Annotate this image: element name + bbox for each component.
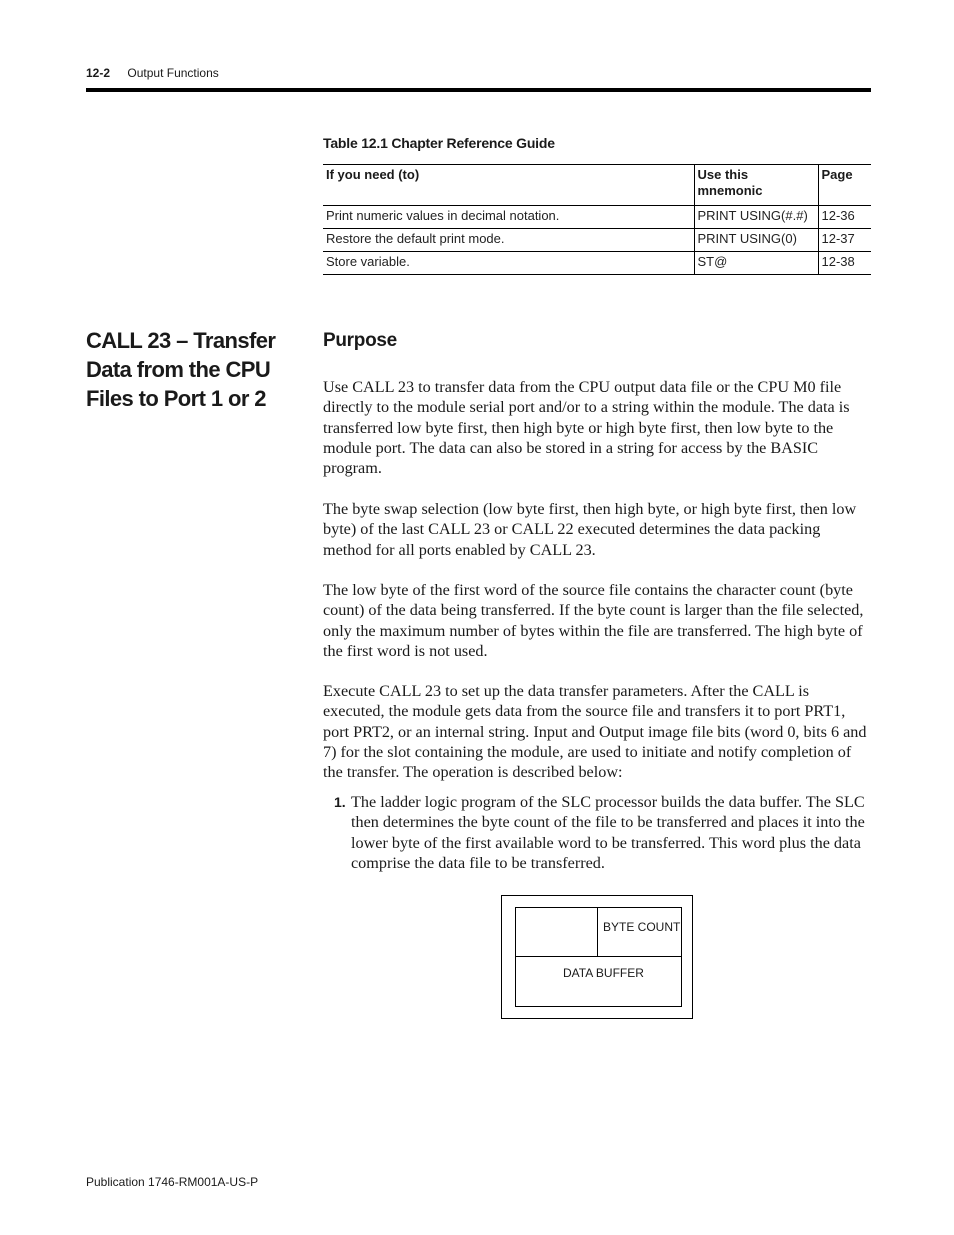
table-cell: 12-36	[818, 206, 871, 229]
page-header	[86, 66, 219, 80]
table-cell: 12-38	[818, 252, 871, 275]
byte-count-label: BYTE COUNT	[603, 920, 681, 934]
publication-footer: Publication 1746-RM001A-US-P	[86, 1175, 259, 1189]
column-header-page: Page	[818, 165, 871, 206]
paragraph: The byte swap selection (low byte first, then high byte, or high byte first, then low byte) of the last CALL 23 or CALL 22 executed determines the data packing method for all ports enabled by CALL 23.	[323, 500, 857, 559]
diagram-divider-horizontal	[515, 956, 682, 957]
table-row	[323, 206, 871, 229]
table-cell: Print numeric values in decimal notation.	[323, 206, 694, 229]
purpose-heading: Purpose	[323, 330, 397, 351]
list-item-number: 1.	[334, 794, 346, 810]
header-section-title: Output Functions	[127, 66, 219, 80]
list-item-text: The ladder logic program of the SLC processor builds the data buffer. The SLC then determines the byte count of the file to be transferred and places it into the lower byte of the first available word to be transferred. This word plus the data comprise the data file to be transferred.	[351, 793, 865, 872]
table-cell: PRINT USING(#.#)	[694, 206, 818, 229]
table-cell: 12-37	[818, 229, 871, 252]
paragraph: Use CALL 23 to transfer data from the CPU output data file or the CPU M0 file directly to the module serial port and/or to a string within the module. The data is transferred low byte first, then high byte or high byte first, then low byte to the module port. The data can also be stored in a string for access by the BASIC program.	[323, 378, 850, 478]
table-cell: Restore the default print mode.	[323, 229, 694, 252]
reference-table	[323, 164, 871, 275]
table-cell: Store variable.	[323, 252, 694, 275]
list-item	[323, 792, 871, 873]
paragraph: Execute CALL 23 to set up the data transfer parameters. After the CALL is executed, the module gets data from the source file and transfers it to port PRT1, port PRT2, or an internal string. Input and Output image file bits (word 0, bits 6 and 7) for the slot containing the module, are used to initiate and notify completion of the transfer. The operation is described below:	[323, 682, 867, 782]
column-header-mnemonic: Use this mnemonic	[694, 165, 818, 206]
page-number: 12-2	[86, 66, 111, 80]
paragraph: The low byte of the first word of the source file contains the character count (byte count) of the data being transferred. If the byte count is larger than the file selected, only the maximum number of bytes within the file are transferred. The high byte of the first word is not used.	[323, 581, 864, 660]
header-rule	[86, 88, 871, 92]
diagram-divider-vertical	[597, 907, 598, 956]
column-header-need: If you need (to)	[323, 165, 694, 206]
table-cell: PRINT USING(0)	[694, 229, 818, 252]
table-row	[323, 229, 871, 252]
data-buffer-label: DATA BUFFER	[563, 966, 644, 980]
table-row	[323, 252, 871, 275]
section-title: CALL 23 – Transfer Data from the CPU Files to Port 1 or 2	[86, 328, 276, 411]
table-cell: ST@	[694, 252, 818, 275]
table-caption: Table 12.1 Chapter Reference Guide	[323, 135, 555, 151]
table-header-row	[323, 165, 871, 206]
